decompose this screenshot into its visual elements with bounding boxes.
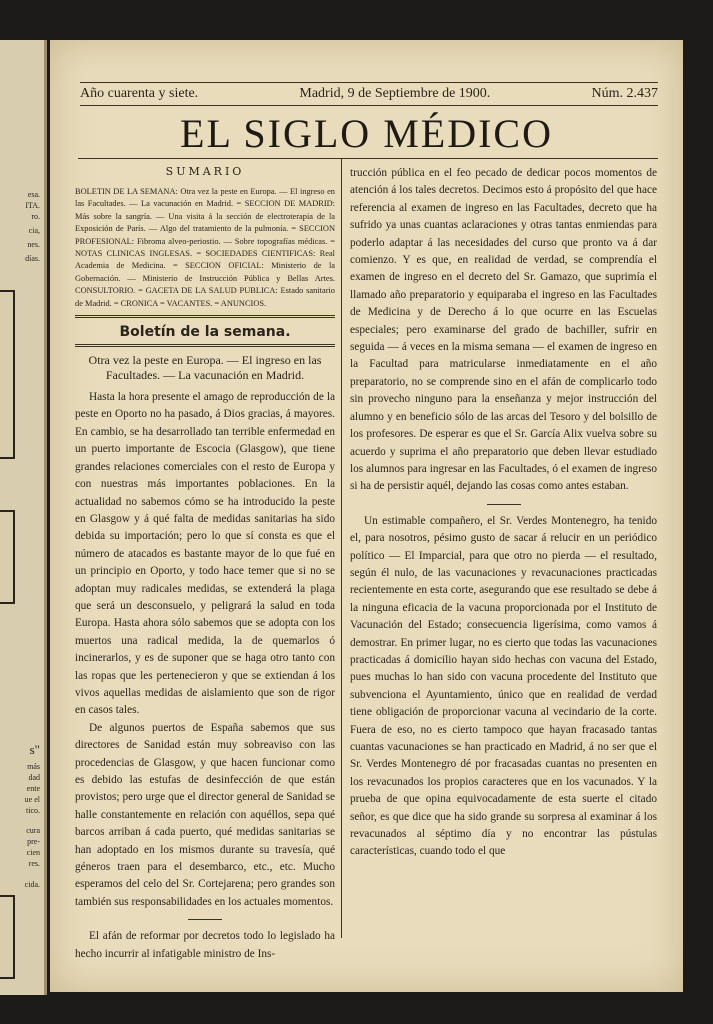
strip-fragment: pre- [27,837,40,846]
sumario-text: BOLETIN DE LA SEMANA: Otra vez la peste en Europa. — El ingreso en las Facultades. — La vacunación en Madrid. = SECCION DE MADRID: Más sobre la sangría. — Una visita á la sección de electroterapia de la Exposición de París. — Algo del tratamiento de la pulmonía. = SECCION PROFESIONAL: Fibroma alveo-periostio. — Sobre topografías médicas. = NOTAS CLINICAS INGLESAS. = SOCIEDADES CIENTIFICAS: Real Academia de Medicina. = SECCION OFICIAL: Ministerio de la Gobernación. — Ministerio de Instrucción Pública y Bellas Artes. CONSULTORIO. = GACETA DE LA SALUD PUBLICA: Estado sanitario de Madrid. = CRONICA = VACANTES. = ANUNCIOS. [75,187,335,308]
article-paragraph: El afán de reformar por decretos todo lo legislado ha hecho incurrir al infatigable ministro de Ins- [75,930,335,960]
separator-rule [487,504,521,505]
strip-fragment: más [27,762,40,771]
ad-frame [0,895,15,979]
sumario-title: SUMARIO [165,165,245,178]
ad-frame [0,290,15,459]
strip-fragment: res. [28,859,40,868]
ad-frame [0,510,15,604]
separator-rule [188,919,222,920]
strip-fragment: tico. [26,806,40,815]
strip-fragment: ente [26,784,40,793]
newspaper-page [50,40,683,992]
article-paragraph: Hasta la hora presente el amago de reproducción de la peste en Oporto no ha pasado, á Dios gracias, á mayores. En cambio, se ha desarrollado tan terrible enfermedad en un puerto importante de Escocia (Glasgow), que tiene grandes relaciones comerciales con el resto de Europa y con nuestras más importantes poblaciones. En la actualidad no sabemos cómo se ha introducido la peste en Glasgow y á qué falta de medidas sanitarias ha sido debida su importación; pero lo que sí consta es que el número de atacados es bastante mayor de lo que fué en un principio en Oporto, y todo hace temer que si no se adoptan muy radicales medidas, se extenderá la plaga que será un desconsuelo, y peligrará la salud en toda Europa. Hasta ahora sólo sabemos que se adopta con los muertos una radical medida, la de quemarlos ó incinerarlos, y es de suponer que se haga otro tanto con las ropas que les pertenecieron y que se extiendan á los vivos aquellas medidas de aislamiento que son de rigor en casos tales. [75,391,335,717]
article-paragraph: trucción pública en el feo pecado de dedicar pocos momentos de atención á los tales decretos. Decimos esto á propósito del que hace referencia al examen de ingreso en las Facultades, decreto que ha sufrido ya unas cuantas aclaraciones y otras tantas enmiendas para poderlo adaptar á las necesidades del curso que pronto va á dar comienzo. Y es que, en realidad de verdad, se comprendía el examen de ingreso en el decreto del Sr. Gamazo, que suprimía el llamado año preparatorio y equiparaba el ingreso en las Facultades de Medicina y de Derecho á lo que ocurre en las Escuelas especiales; pero examinarse del grado de bachiller, sufrir en seguida — á veces en la misma semana — el examen de ingreso en la Facultad para matricularse inmediatamente en el año preparatorio, no se comprende sino en el afán de complicarlo todo sin provecho ninguno para la enseñanza y mejor instrucción del alumno y en beneficio sólo de las arcas del Tesoro y del bolsillo de los profesores. De esperar es que el Sr. García Alix vuelva sobre su acuerdo y suprima el año preparatorio que deben llevar estudiado los alumnos para ingresar en las Facultades, ó el examen de ingreso si ha de persistir aquél, dejando las cosas como antes estaban. [350,167,657,493]
strip-fragment: nes. [27,240,40,249]
adjacent-page-strip [0,40,47,995]
masthead-rule [78,158,658,159]
strip-fragment: esa. [27,190,40,199]
right-column [350,165,657,861]
section-rule [75,315,335,318]
strip-fragment: cien [26,848,40,857]
strip-fragment: cida. [24,880,40,889]
issue-header [80,82,658,106]
strip-fragment: días. [25,254,40,263]
strip-fragment: ro. [31,212,40,221]
boletin-title: Boletín de la semana. [75,324,335,347]
article-paragraph: De algunos puertos de España sabemos que sus directores de Sanidad están muy sobreaviso con las procedencias de Glasgow, y que hacen funcionar como es debido las estufas de desinfección de que están provistos; pero urge que el director general de Sanidad se halle constantemente en relación con aquéllos, sepa qué barcos arriban á cada puerto, qué medidas sanitarias se han adoptado en los mismos durante su travesía, qué géneros traen para el desembarco, etc., etc. Mucho esperamos del celo del Sr. Cortejarena; pero grandes son también sus responsabilidades en los actuales momentos. [75,721,335,908]
masthead-title: EL SIGLO MÉDICO [180,111,553,156]
strip-fragment: cia, [28,226,40,235]
strip-fragment: cura [26,826,40,835]
boletin-subtitle: Otra vez la peste en Europa. — El ingreso en las Facultades. — La vacunación en Madrid. [88,353,322,383]
article-paragraph: Un estimable compañero, el Sr. Verdes Montenegro, ha tenido el, para nosotros, pésimo gusto de sacar á relucir en un periódico político — El Imparcial, para que otro no pierda — el resultado, según él nulo, de las vacunaciones y revacunaciones practicadas recientemente en esta corte, asegurando que ese resultado se debe á la ninguna eficacia de la vacuna proporcionada por el Instituto de Vacunación del Estado; consecuencia ligerísima, como vamos á demostrar. En primer lugar, no es cierto que todas las vacunaciones practicadas á domicilio hayan sido hechas con vacuna del Estado, pues muchas lo han sido con vacuna procedente del Instituto que subvenciona el Ayuntamiento, único que en realidad de verdad tiene obligación de proporcionar vacuna al vecindario de la corte. Fuera de eso, no es cierto tampoco que hayan fracasado tantas cuantas vacunaciones se han practicado en Madrid, á no ser que el Sr. Verdes Montenegro dé por fracasadas cuantas no presenten en los revacunados los propios caracteres que en los vacunados. Y la prueba de que opina equivocadamente de esta suerte el citado señor, es que dice que ha sido grande su sorpresa al examinar á los revacunados al séptimo día y no encontrar las pústulas características, cuando todo el que [350,514,657,858]
left-column [75,165,335,963]
issue-year: Año cuarenta y siete. [80,86,199,101]
issue-place-date: Madrid, 9 de Septiembre de 1900. [299,86,491,101]
column-divider [341,158,342,938]
strip-fragment: ue el [24,795,40,804]
issue-number: Núm. 2.437 [591,86,658,101]
strip-fragment: dad [28,773,40,782]
strip-fragment: s" [29,742,40,757]
strip-fragment: ITA. [25,201,40,210]
